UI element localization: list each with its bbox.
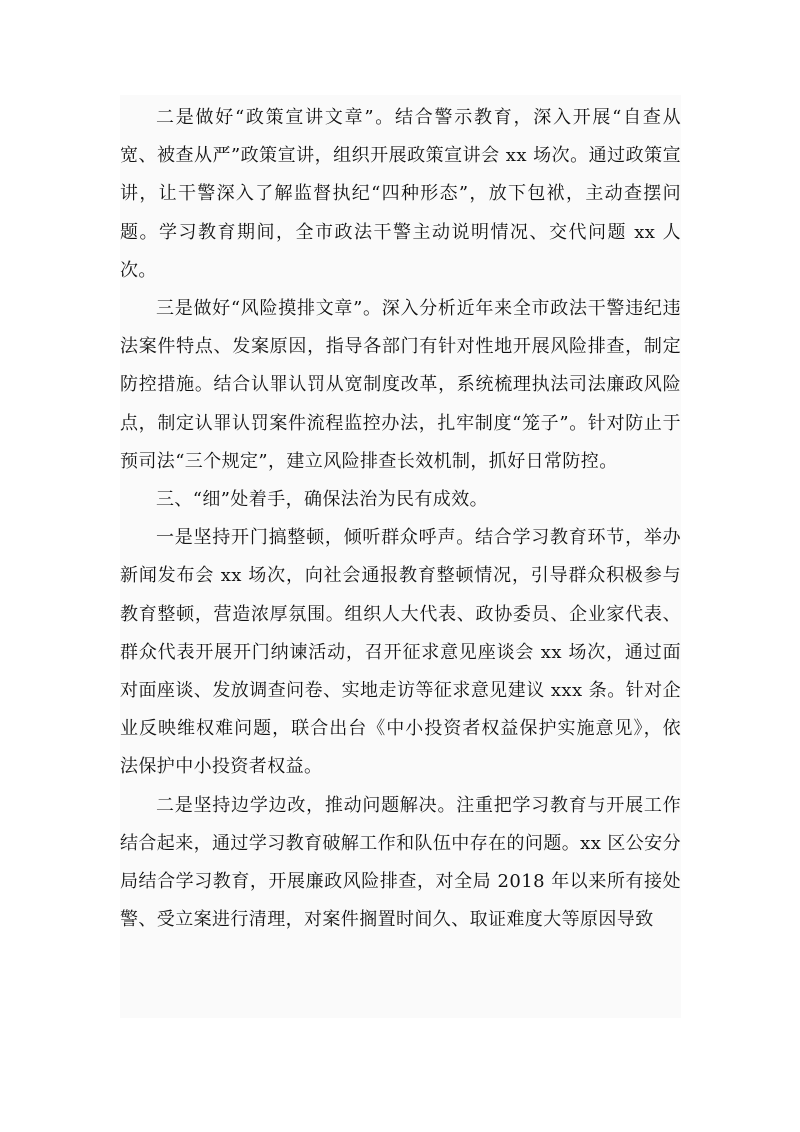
paragraph-policy-publicity: 二是做好“政策宣讲文章”。结合警示教育，深入开展“自查从宽、被查从严”政策宣讲，组织开展政策宣讲会 xx 场次。通过政策宣讲，让干警深入了解监督执纪“四种形态”，放下包袱，主动查摆问题。学习教育期间，全市政法干警主动说明情况、交代问题 xx 人次。 (120, 107, 681, 281)
paragraph-learn-and-correct: 二是坚持边学边改，推动问题解决。注重把学习教育与开展工作结合起来，通过学习教育破解工作和队伍中存在的问题。xx 区公安分局结合学习教育，开展廉政风险排查，对全局 2018 年以来所有接处警、受立案进行清理，对案件搁置时间久、取证难度大等原因导致 (120, 794, 681, 931)
section-heading-3: 三、“细”处着手，确保法治为民有成效。 (156, 489, 489, 511)
paragraph-risk-screening: 三是做好“风险摸排文章”。深入分析近年来全市政法干警违纪违法案件特点、发案原因，指导各部门有针对性地开展风险排查，制定防控措施。结合认罪认罚从宽制度改革，系统梳理执法司法廉政风险点，制定认罪认罚案件流程监控办法，扎牢制度“笼子”。针对防止于预司法“三个规定”，建立风险排查长效机制，抓好日常防控。 (120, 298, 681, 472)
body-text (120, 95, 681, 1018)
paragraph-open-door-rectification: 一是坚持开门搞整顿，倾听群众呼声。结合学习教育环节，举办新闻发布会 xx 场次，向社会通报教育整顿情况，引导群众积极参与教育整顿，营造浓厚氛围。组织人大代表、政协委员、企业家代表、群众代表开展开门纳谏活动，召开征求意见座谈会 xx 场次，通过面对面座谈、发放调查问卷、实地走访等征求意见建议 xxx 条。针对企业反映维权难问题，联合出台《中小投资者权益保护实施意见》，依法保护中小投资者权益。 (120, 527, 681, 778)
